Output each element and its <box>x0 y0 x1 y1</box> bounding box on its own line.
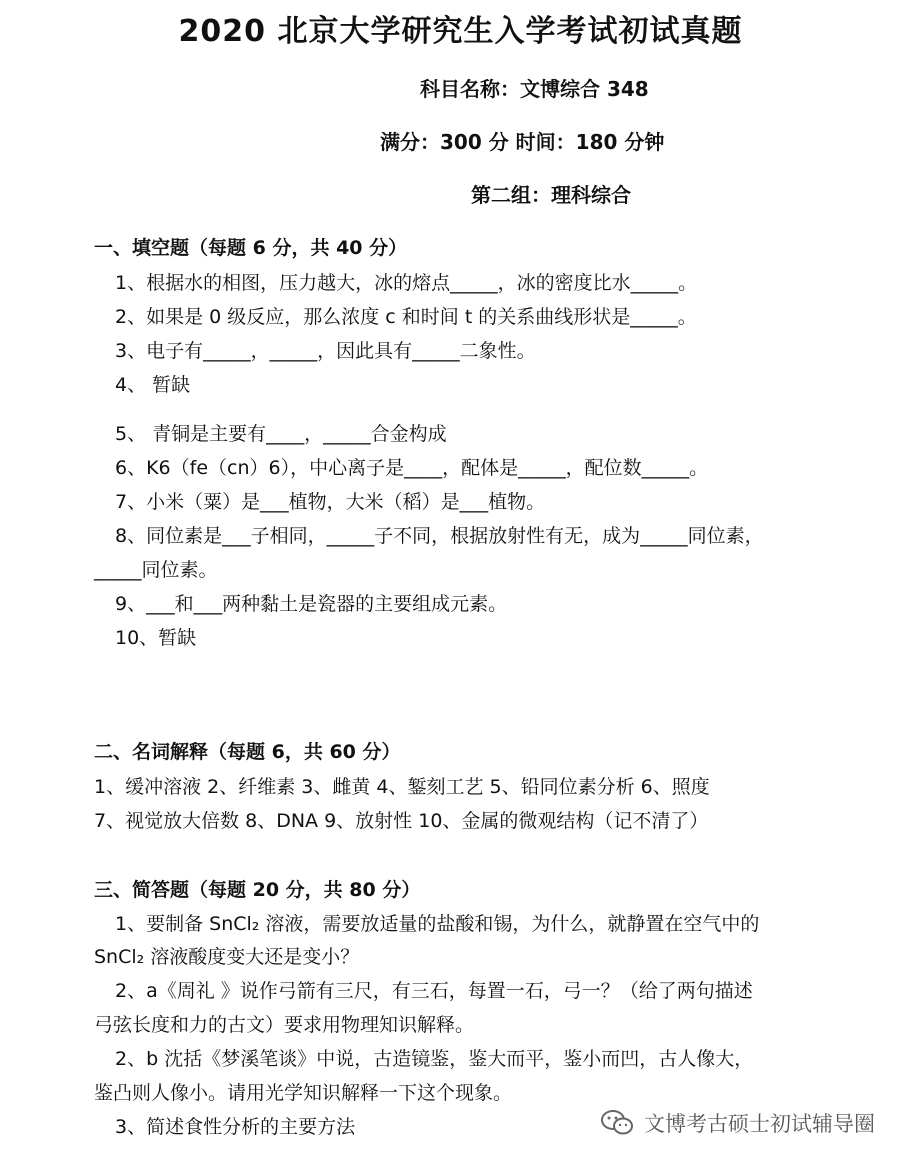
page-title: 2020 北京大学研究生入学考试初试真题 <box>178 14 743 49</box>
terms-line: 7、视觉放大倍数 8、DNA 9、放射性 10、金属的微观结构（记不清了） <box>94 810 709 832</box>
question-line: 8、同位素是___子相同，_____子不同，根据放射性有无，成为_____同位素， <box>115 525 764 547</box>
watermark <box>600 1103 875 1143</box>
subject-line: 科目名称：文博综合 348 <box>420 77 649 101</box>
question-line: 1、要制备 SnCl₂ 溶液，需要放适量的盐酸和锡，为什么，就静置在空气中的 <box>115 913 760 935</box>
question-line: 2、a《周礼 》说作弓箭有三尺，有三石，每置一石，弓一？（给了两句描述 <box>115 980 753 1002</box>
section-heading-fill-blank: 一、填空题（每题 6 分，共 40 分） <box>94 237 408 259</box>
question-line: _____同位素。 <box>94 559 218 581</box>
question-line: 3、简述食性分析的主要方法 <box>115 1116 356 1138</box>
terms-line: 1、缓冲溶液 2、纤维素 3、雌黄 4、錾刻工艺 5、铅同位素分析 6、照度 <box>94 776 710 798</box>
watermark-text: 文博考古硕士初试辅导圈 <box>644 1112 875 1136</box>
question-line: 7、小米（粟）是___植物，大米（稻）是___植物。 <box>115 491 546 513</box>
section-heading-short-answer: 三、简答题（每题 20 分，共 80 分） <box>94 879 421 901</box>
question-line: 4、 暂缺 <box>115 374 191 396</box>
question-line: 2、b 沈括《梦溪笔谈》中说，古造镜鉴，鉴大而平，鉴小而凹，古人像大， <box>115 1048 754 1070</box>
question-line: SnCl₂ 溶液酸度变大还是变小？ <box>94 946 360 968</box>
question-line: 3、电子有_____，_____，因此具有_____二象性。 <box>115 340 536 362</box>
question-line: 2、如果是 0 级反应，那么浓度 c 和时间 t 的关系曲线形状是_____。 <box>115 306 697 328</box>
question-line: 10、暂缺 <box>115 627 197 649</box>
score-time-line: 满分：300 分 时间：180 分钟 <box>380 130 665 154</box>
section-heading-terms: 二、名词解释（每题 6，共 60 分） <box>94 741 401 763</box>
group-line: 第二组：理科综合 <box>471 183 631 207</box>
question-line: 1、根据水的相图，压力越大，冰的熔点_____，冰的密度比水_____。 <box>115 272 698 294</box>
wechat-icon <box>600 1109 634 1137</box>
question-line: 鉴凸则人像小。请用光学知识解释一下这个现象。 <box>94 1082 513 1104</box>
question-line: 5、 青铜是主要有____，_____合金构成 <box>115 423 447 445</box>
question-line: 弓弦长度和力的古文）要求用物理知识解释。 <box>94 1014 475 1036</box>
question-line: 9、___和___两种黏土是瓷器的主要组成元素。 <box>115 593 508 615</box>
question-line: 6、K6（fe（cn）6），中心离子是____，配体是_____，配位数_____。 <box>115 457 709 479</box>
